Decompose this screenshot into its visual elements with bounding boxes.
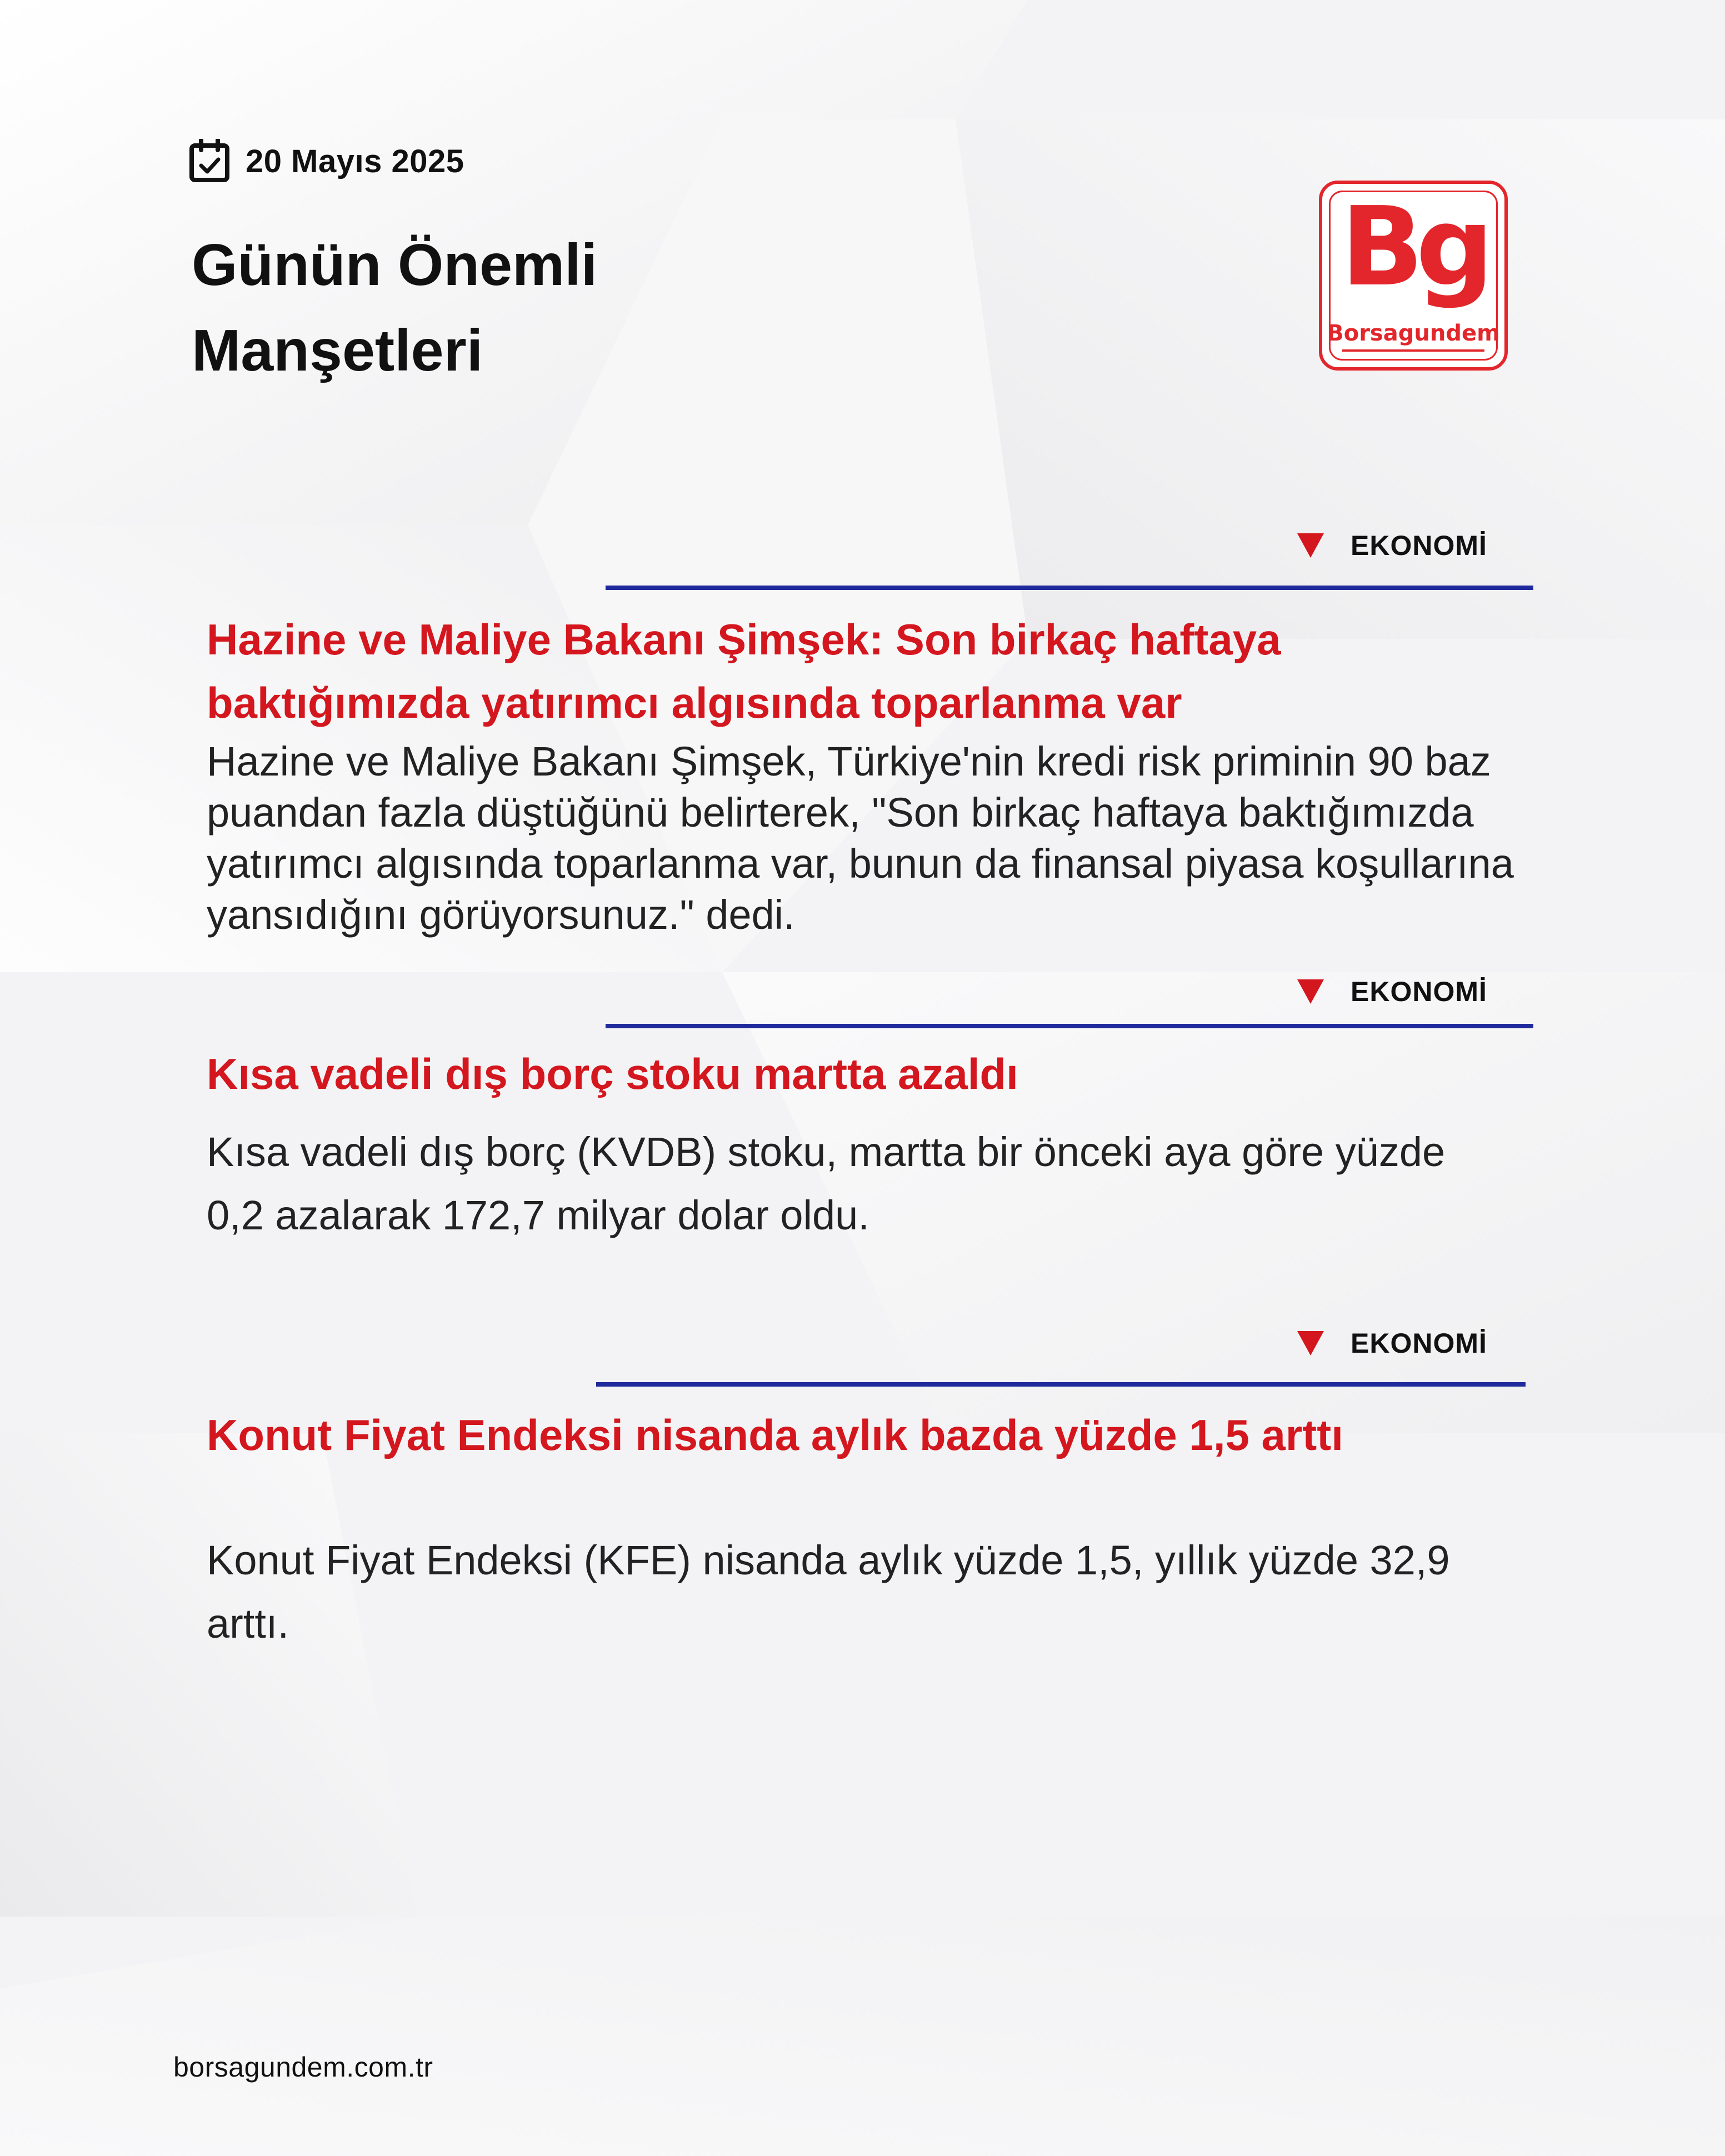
news-2-headline[interactable]: Kısa vadeli dış borç stoku martta azaldı bbox=[207, 1049, 1018, 1098]
borsagundem-logo bbox=[1319, 181, 1508, 371]
news-1-headline[interactable]: Hazine ve Maliye Bakanı Şimşek: Son birkaç haftaya baktığımızda yatırımcı algısında toparlanma var bbox=[207, 615, 1281, 727]
news-1-body: Hazine ve Maliye Bakanı Şimşek, Türkiye'nin kredi risk priminin 90 baz puandan fazla düştüğünü belirterek, "Son birkaç haftaya baktığımızda yatırımcı algısında toparlanma var, bunun da finansal piyasa koşullarına yansıdığını görüyorsunuz." dedi. bbox=[207, 738, 1514, 938]
triangle-down-icon bbox=[1297, 1331, 1324, 1355]
logo-name: Borsagundem bbox=[1327, 321, 1500, 346]
news-3-rule bbox=[596, 1382, 1526, 1387]
triangle-down-icon bbox=[1297, 533, 1324, 558]
page-title-line1: Günün Önemli bbox=[192, 232, 598, 298]
date-row bbox=[189, 136, 464, 186]
triangle-down-icon bbox=[1297, 979, 1324, 1004]
news-2-category bbox=[1297, 975, 1487, 1008]
news-1-category bbox=[1297, 529, 1487, 562]
category-label: EKONOMİ bbox=[1351, 530, 1487, 561]
news-1-rule bbox=[606, 586, 1533, 590]
news-2-rule bbox=[606, 1024, 1533, 1028]
category-label: EKONOMİ bbox=[1351, 1328, 1487, 1359]
news-3-body: Konut Fiyat Endeksi (KFE) nisanda aylık yüzde 1,5, yıllık yüzde 32,9 arttı. bbox=[207, 1537, 1450, 1647]
page-title bbox=[192, 222, 858, 393]
logo-mark: Bg bbox=[1341, 184, 1486, 311]
news-3-headline[interactable]: Konut Fiyat Endeksi nisanda aylık bazda yüzde 1,5 arttı bbox=[207, 1410, 1343, 1459]
footer-site-link[interactable]: borsagundem.com.tr bbox=[173, 2052, 433, 2083]
page-title-line2: Manşetleri bbox=[192, 318, 483, 383]
calendar-check-icon bbox=[189, 139, 230, 183]
logo-underline bbox=[1342, 349, 1484, 352]
news-3-category bbox=[1297, 1327, 1487, 1360]
category-label: EKONOMİ bbox=[1351, 976, 1487, 1007]
news-2-body: Kısa vadeli dış borç (KVDB) stoku, martta bir önceki aya göre yüzde 0,2 azalarak 172,7 milyar dolar oldu. bbox=[207, 1129, 1446, 1238]
date-text: 20 Mayıs 2025 bbox=[246, 143, 464, 179]
